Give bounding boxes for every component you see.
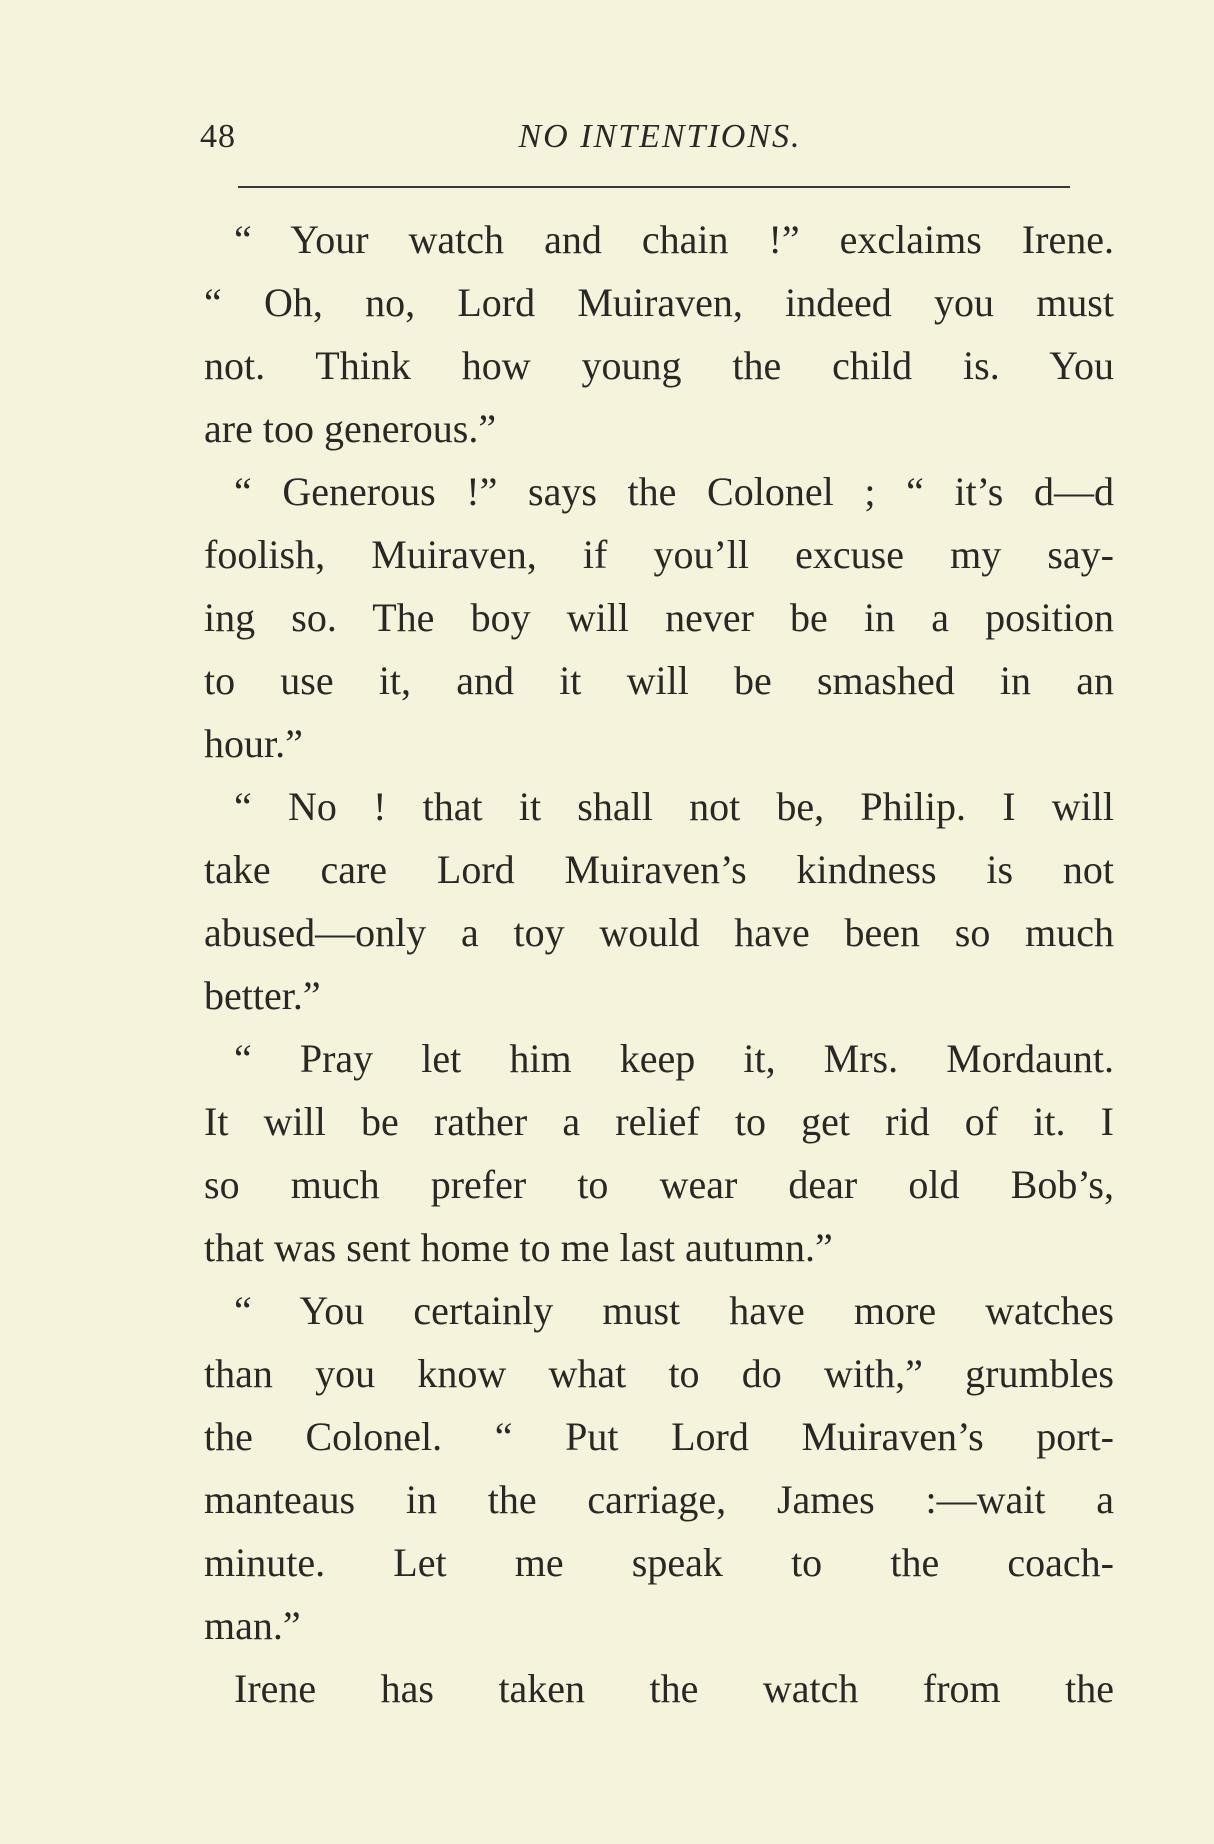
body-text [204, 208, 1114, 1720]
text-line: man.” [204, 1603, 301, 1648]
header-rule [238, 186, 1070, 188]
text-line: minute. Let me speak to the coach- [204, 1540, 1114, 1585]
text-line: hour.” [204, 721, 303, 766]
text-line: “ Oh, no, Lord Muiraven, indeed you must [204, 280, 1114, 325]
text-line: not. Think how young the child is. You [204, 343, 1114, 388]
text-line: foolish, Muiraven, if you’ll excuse my say- [204, 532, 1114, 577]
text-line: take care Lord Muiraven’s kindness is not [204, 847, 1114, 892]
text-line: abused—only a toy would have been so much [204, 910, 1114, 955]
text-line: manteaus in the carriage, James :—wait a [204, 1477, 1114, 1522]
text-line: ing so. The boy will never be in a position [204, 595, 1114, 640]
text-line: “ Your watch and chain !” exclaims Irene. [234, 217, 1114, 262]
text-line: are too generous.” [204, 406, 497, 451]
running-header [200, 118, 1120, 168]
text-line: so much prefer to wear dear old Bob’s, [204, 1162, 1114, 1207]
text-line: than you know what to do with,” grumbles [204, 1351, 1114, 1396]
text-line: “ You certainly must have more watches [234, 1288, 1114, 1333]
running-title: NO INTENTIONS. [518, 118, 802, 155]
text-line: Irene has taken the watch from the [234, 1666, 1114, 1711]
text-line: “ Pray let him keep it, Mrs. Mordaunt. [234, 1036, 1114, 1081]
page-number: 48 [200, 118, 236, 155]
text-line: “ No ! that it shall not be, Philip. I will [234, 784, 1114, 829]
text-line: the Colonel. “ Put Lord Muiraven’s port- [204, 1414, 1114, 1459]
text-line: “ Generous !” says the Colonel ; “ it’s d—d [234, 469, 1114, 514]
text-line: better.” [204, 973, 321, 1018]
text-line: to use it, and it will be smashed in an [204, 658, 1114, 703]
text-line: It will be rather a relief to get rid of it. I [204, 1099, 1114, 1144]
text-line: that was sent home to me last autumn.” [204, 1225, 833, 1270]
